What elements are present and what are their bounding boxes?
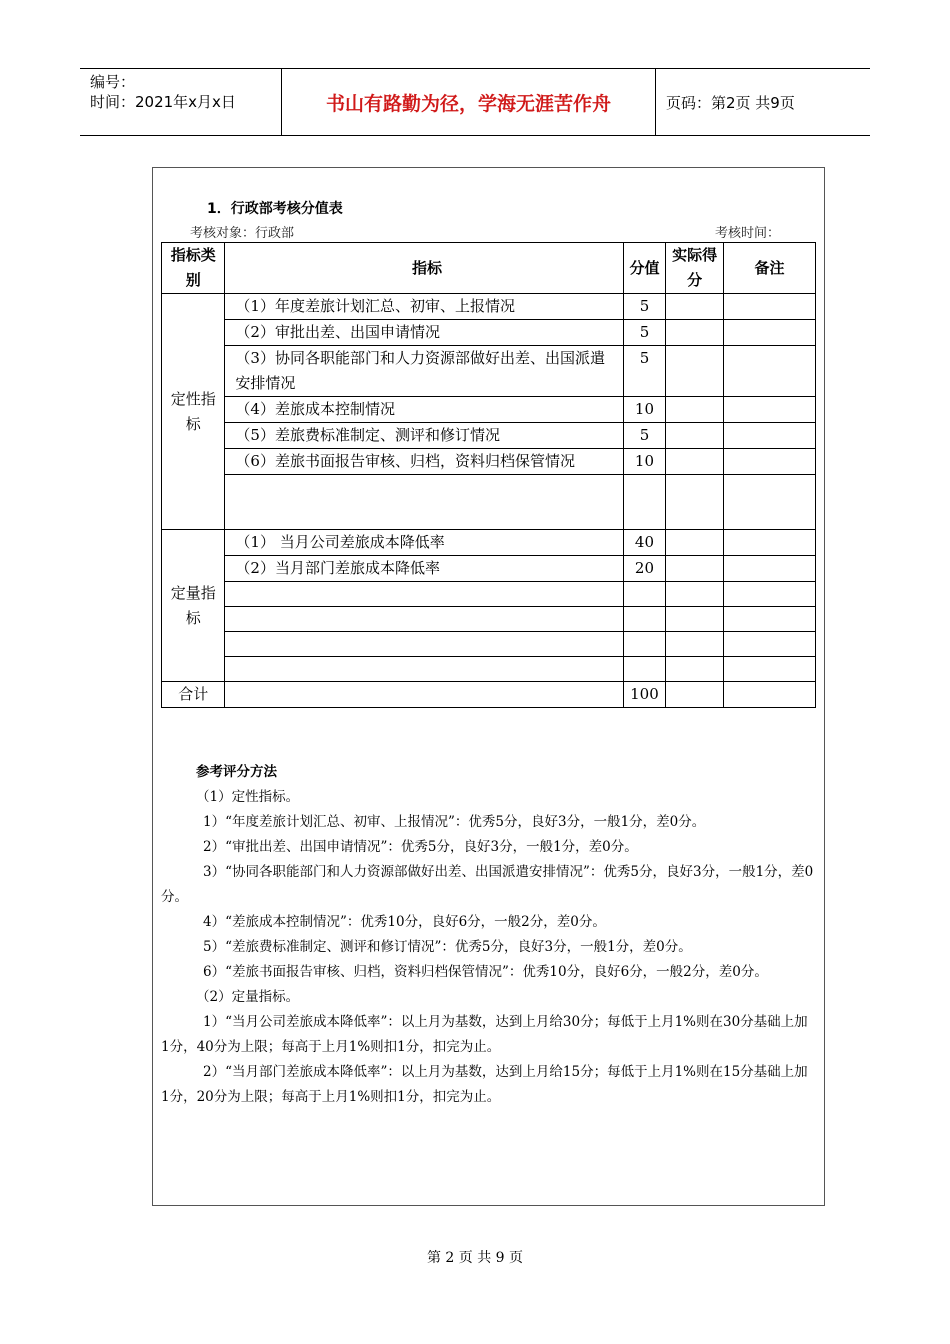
note-cell[interactable] [723,475,815,530]
header-category: 指标类别 [162,243,225,294]
note-cell[interactable] [723,607,815,632]
doc-date: 时间：2021年x月x日 [90,93,236,111]
page-header [80,68,870,136]
actual-score-cell[interactable] [666,657,724,682]
note-cell[interactable] [723,582,815,607]
rule-item: 1）“当月公司差旅成本降低率”：以上月为基数，达到上月给30分；每低于上月1%则在30分基础上加1分，40分为上限；每高于上月1%则扣1分，扣完为止。 [161,1014,808,1055]
rule-item: 5）“差旅费标准制定、测评和修订情况”：优秀5分，良好3分，一般1分，差0分。 [203,939,692,955]
actual-score-cell[interactable] [666,582,724,607]
indicator-cell: （1） 当月公司差旅成本降低率 [225,530,623,556]
actual-score-cell[interactable] [666,475,724,530]
score-cell-empty[interactable] [623,607,666,632]
note-cell[interactable] [723,632,815,657]
table-row [162,397,816,423]
table-row-empty [162,607,816,632]
note-cell[interactable] [723,320,815,346]
note-cell[interactable] [723,657,815,682]
rule-item: 4）“差旅成本控制情况”：优秀10分，良好6分，一般2分，差0分。 [203,914,606,930]
score-cell-empty[interactable] [623,632,666,657]
rule-item: 1）“年度差旅计划汇总、初审、上报情况”：优秀5分，良好3分，一般1分，差0分。 [203,814,706,830]
header-note: 备注 [723,243,815,294]
table-row-empty [162,657,816,682]
note-cell[interactable] [723,397,815,423]
header-indicator: 指标 [225,243,623,294]
total-score: 100 [623,682,666,708]
table-row [162,294,816,320]
rules-qualitative-heading: （1）定性指标。 [196,789,300,805]
actual-score-cell[interactable] [666,423,724,449]
score-cell: 5 [623,346,666,397]
actual-score-cell[interactable] [666,320,724,346]
assess-target: 考核对象：行政部 [190,226,295,241]
table-row [162,530,816,556]
table-row-empty [162,475,816,530]
score-cell: 40 [623,530,666,556]
note-cell[interactable] [723,423,815,449]
header-meta [80,69,282,135]
actual-score-cell[interactable] [666,294,724,320]
indicator-cell: （4）差旅成本控制情况 [225,397,623,423]
rule-item: 2）“审批出差、出国申请情况”：优秀5分，良好3分，一般1分，差0分。 [203,839,638,855]
header-actual: 实际得分 [666,243,724,294]
actual-score-cell[interactable] [666,632,724,657]
rule-item: 6）“差旅书面报告审核、归档，资料归档保管情况”：优秀10分，良好6分，一般2分，差0分。 [203,964,768,980]
indicator-cell-empty[interactable] [225,475,623,530]
actual-score-cell[interactable] [666,449,724,475]
indicator-cell-empty[interactable] [225,657,623,682]
actual-score-cell[interactable] [666,346,724,397]
indicator-cell: （6）差旅书面报告审核、归档，资料归档保管情况 [225,449,623,475]
table-header-row [162,243,816,294]
total-actual-cell[interactable] [666,682,724,708]
score-cell-empty[interactable] [623,657,666,682]
score-cell-empty[interactable] [623,582,666,607]
header-motto: 书山有路勤为径，学海无涯苦作舟 [282,69,656,135]
indicator-cell: （1）年度差旅计划汇总、初审、上报情况 [225,294,623,320]
total-indicator-cell [225,682,623,708]
rules-heading: 参考评分方法 [196,764,277,780]
score-cell-empty[interactable] [623,475,666,530]
table-row [162,423,816,449]
header-score: 分值 [623,243,666,294]
note-cell[interactable] [723,449,815,475]
table-title: 1．行政部考核分值表 [207,201,343,217]
header-page-info: 页码：第2页 共9页 [666,93,795,112]
assess-time: 考核时间： [715,226,781,241]
rule-item: 3）“协同各职能部门和人力资源部做好出差、出国派遣安排情况”：优秀5分，良好3分，一般1分，差0分。 [161,864,814,905]
indicator-cell-empty[interactable] [225,582,623,607]
doc-number-label: 编号： [90,73,136,91]
total-note-cell[interactable] [723,682,815,708]
table-row [162,556,816,582]
page-footer: 第 2 页 共 9 页 [426,1250,524,1266]
table-row [162,449,816,475]
actual-score-cell[interactable] [666,607,724,632]
score-cell: 5 [623,423,666,449]
table-row-empty [162,582,816,607]
rules-quantitative-heading: （2）定量指标。 [196,989,300,1005]
score-cell: 5 [623,294,666,320]
score-cell: 20 [623,556,666,582]
table-row-empty [162,632,816,657]
category-qualitative: 定性指标 [162,294,225,530]
actual-score-cell[interactable] [666,530,724,556]
total-label: 合计 [162,682,225,708]
scoring-rules [161,760,816,1110]
category-quantitative: 定量指标 [162,530,225,682]
note-cell[interactable] [723,530,815,556]
score-cell: 5 [623,320,666,346]
note-cell[interactable] [723,556,815,582]
table-total-row [162,682,816,708]
rule-item: 2）“当月部门差旅成本降低率”：以上月为基数，达到上月给15分；每低于上月1%则在15分基础上加1分，20分为上限；每高于上月1%则扣1分，扣完为止。 [161,1064,808,1105]
table-row [162,320,816,346]
indicator-cell-empty[interactable] [225,607,623,632]
indicator-cell-empty[interactable] [225,632,623,657]
score-cell: 10 [623,397,666,423]
score-cell: 10 [623,449,666,475]
indicator-cell: （2）当月部门差旅成本降低率 [225,556,623,582]
indicator-cell: （5）差旅费标准制定、测评和修订情况 [225,423,623,449]
indicator-cell: （3）协同各职能部门和人力资源部做好出差、出国派遣安排情况 [225,346,623,397]
table-row [162,346,816,397]
score-table [161,242,816,708]
note-cell[interactable] [723,294,815,320]
note-cell[interactable] [723,346,815,397]
indicator-cell: （2）审批出差、出国申请情况 [225,320,623,346]
actual-score-cell[interactable] [666,397,724,423]
actual-score-cell[interactable] [666,556,724,582]
